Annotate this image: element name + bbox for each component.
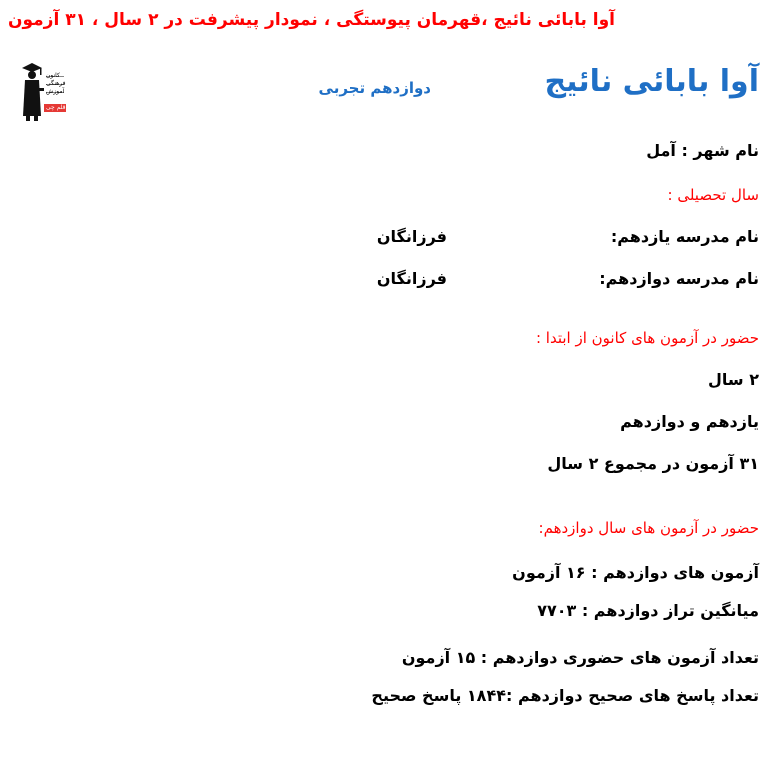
twelfth-attendance-label: حضور در آزمون های سال دوازدهم: <box>538 519 759 537</box>
school-12-label: نام مدرسه دوازدهم: <box>599 269 759 288</box>
logo-line-3: آموزش <box>46 88 65 95</box>
attendance-grades: یازدهم و دوازدهم <box>620 412 759 431</box>
school-11-label: نام مدرسه یازدهم: <box>610 227 759 246</box>
kanoon-logo <box>20 60 68 122</box>
school-12-value: فرزانگان <box>376 269 447 288</box>
student-grade: دوازدهم تجربی <box>318 79 431 97</box>
attendance-total: ۳۱ آزمون در مجموع ۲ سال <box>547 454 759 473</box>
school-11-value: فرزانگان <box>376 227 447 246</box>
city-name: نام شهر : آمل <box>646 141 759 160</box>
twelfth-average-score: میانگین تراز دوازدهم : ۷۷۰۳ <box>537 601 759 620</box>
twelfth-exams: آزمون های دوازدهم : ۱۶ آزمون <box>512 563 759 582</box>
education-year-label: سال تحصیلی : <box>667 186 759 204</box>
attendance-label: حضور در آزمون های کانون از ابتدا : <box>535 329 759 347</box>
twelfth-present-exams: تعداد آزمون های حضوری دوازدهم : ۱۵ آزمون <box>401 648 759 667</box>
attendance-years: ۲ سال <box>708 370 759 389</box>
logo-line-2: فرهنگی <box>46 80 66 87</box>
page-header-title: آوا بابائی نائیج ،قهرمان پیوستگی ، نمودار پیشرفت در ۲ سال ، ۳۱ آزمون <box>7 10 615 30</box>
logo-line-1: کانون <box>46 72 60 79</box>
student-name: آوا بابائی نائیج <box>544 64 759 99</box>
twelfth-correct-answers: تعداد پاسخ های صحیح دوازدهم :۱۸۴۴ پاسخ صحیح <box>371 686 759 705</box>
logo-badge: قلم چی <box>46 104 66 111</box>
